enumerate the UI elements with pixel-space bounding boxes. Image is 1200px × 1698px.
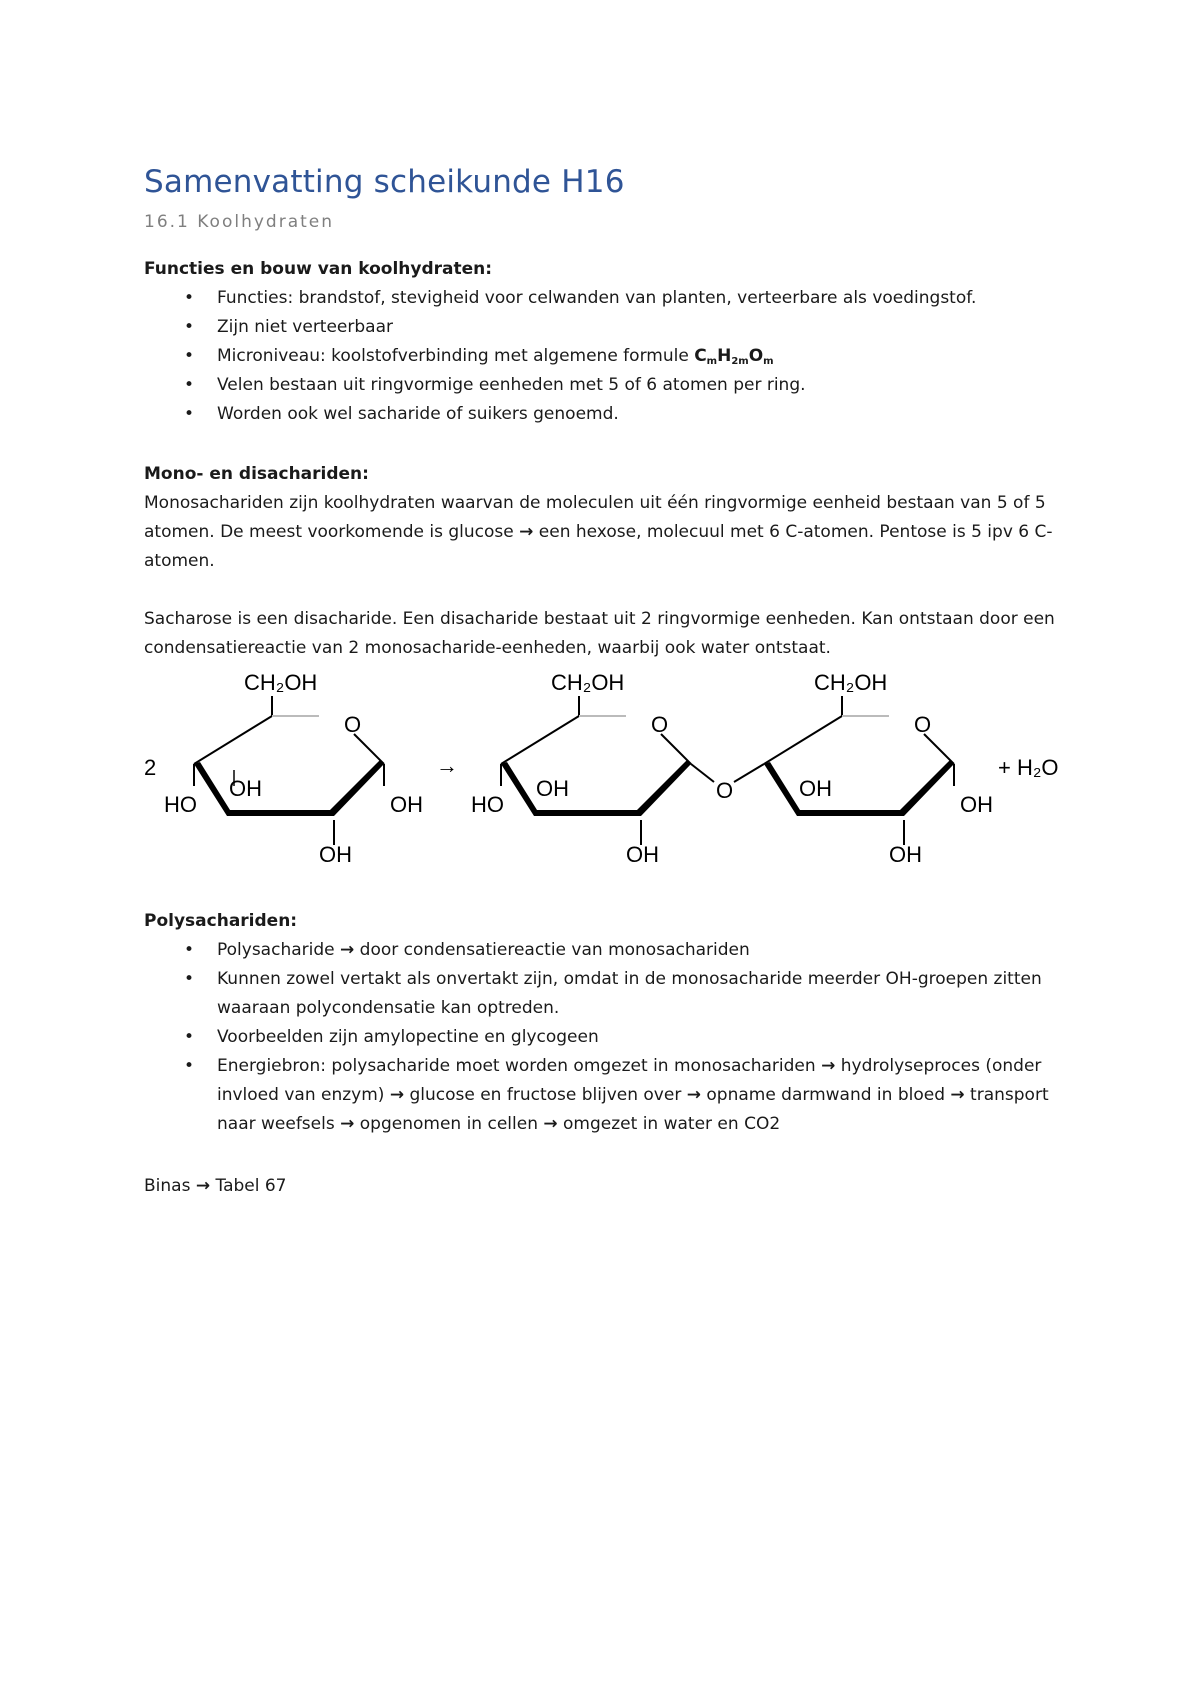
ch2oh-label: CH₂OH xyxy=(244,670,318,695)
reaction-arrow: → xyxy=(436,753,458,778)
arrow-icon: → xyxy=(686,1085,701,1105)
paragraph: Sacharose is een disacharide. Een disacharide bestaat uit 2 ringvormige eenheden. Kan ontstaan door een condensatiereactie van 2 monosacharide-eenheden, waarbij ook water ontstaat. xyxy=(144,609,1055,658)
section-heading: Polysachariden: xyxy=(144,911,298,931)
list-item-text: Microniveau: koolstofverbinding met algemene formule xyxy=(217,346,695,366)
ring-2-bold-edge xyxy=(501,760,691,816)
ring-oxygen-label: O xyxy=(914,712,932,737)
section-mono-disachariden xyxy=(144,460,1064,663)
coefficient-label: 2 xyxy=(144,755,157,780)
ch2oh-label: CH₂OH xyxy=(551,670,625,695)
page-title: Samenvatting scheikunde H16 xyxy=(144,164,625,200)
section-heading: Functies en bouw van koolhydraten: xyxy=(144,259,493,279)
list-item: • Kunnen zowel vertakt als onvertakt zijn, omdat in de monosacharide meerder OH-groepen zitten waaraan polycondensatie kan optreden. xyxy=(144,965,1064,1023)
ch2oh-label: CH₂OH xyxy=(814,670,888,695)
water-product-label: + H₂O xyxy=(998,755,1059,780)
list-item: • Polysacharide → door condensatiereactie van monosachariden xyxy=(144,936,1064,965)
ring-oxygen-label: O xyxy=(651,712,669,737)
ring-3-bold-edge xyxy=(764,760,954,816)
ring-bond xyxy=(194,716,272,764)
list-item: • Velen bestaan uit ringvormige eenheden met 5 of 6 atomen per ring. xyxy=(144,371,1064,400)
arrow-icon: → xyxy=(519,522,534,542)
paragraph: Monosachariden zijn koolhydraten waarvan de moleculen uit één ringvormige eenheid bestaan van 5 of 5 atomen. De meest voorkomende is glucose → een hexose, molecuul met 6 C-atomen. Pentose is 5 ipv 6 C-atomen. xyxy=(144,493,1053,571)
sucrose-condensation-figure xyxy=(144,660,1084,880)
arrow-icon: → xyxy=(950,1085,965,1105)
arrow-icon: → xyxy=(821,1056,836,1076)
oh-label: OH xyxy=(889,842,922,867)
oh-label: OH xyxy=(799,776,832,801)
oh-label: OH xyxy=(390,792,423,817)
arrow-icon: → xyxy=(195,1176,211,1196)
oh-label: OH xyxy=(626,842,659,867)
list-item: • Functies: brandstof, stevigheid voor celwanden van planten, verteerbare als voedingstof. xyxy=(144,284,1064,313)
page-subtitle: 16.1 Koolhydraten xyxy=(144,212,335,232)
oh-label: OH xyxy=(960,792,993,817)
oh-label: OH xyxy=(319,842,352,867)
section-polysachariden xyxy=(144,907,1064,1139)
list-item: • Zijn niet verteerbaar xyxy=(144,313,1064,342)
arrow-icon: → xyxy=(340,1114,355,1134)
bullet-list xyxy=(144,284,1064,429)
arrow-icon: → xyxy=(340,940,355,960)
list-item xyxy=(144,342,1064,371)
ring-1-bold-edge xyxy=(194,760,384,816)
ring-oxygen-label: O xyxy=(344,712,362,737)
bullet-list xyxy=(144,936,1064,1139)
ho-label: HO xyxy=(164,792,197,817)
section-heading: Mono- en disachariden: xyxy=(144,464,369,484)
formula: $C_mH_{2m}O_m$ xyxy=(694,346,774,367)
section-functies xyxy=(144,255,1064,429)
ho-label: HO xyxy=(471,792,504,817)
list-item: • Energiebron: polysacharide moet worden omgezet in monosachariden → hydrolyseproces (onder invloed van enzym) → glucose en fructose blijven over → opname darmwand in bloed → transport naar weefsels → opgenomen in cellen → omgezet in water en CO2 xyxy=(144,1052,1064,1139)
arrow-icon: → xyxy=(389,1085,405,1105)
oh-label: OH xyxy=(229,776,262,801)
oh-label: OH xyxy=(536,776,569,801)
arrow-icon: → xyxy=(543,1114,558,1134)
binas-reference: Binas → Tabel 67 xyxy=(144,1176,287,1196)
list-item: • Worden ook wel sacharide of suikers genoemd. xyxy=(144,400,1064,429)
list-item: • Voorbeelden zijn amylopectine en glycogeen xyxy=(144,1023,1064,1052)
glycosidic-oxygen-label: O xyxy=(716,778,734,803)
